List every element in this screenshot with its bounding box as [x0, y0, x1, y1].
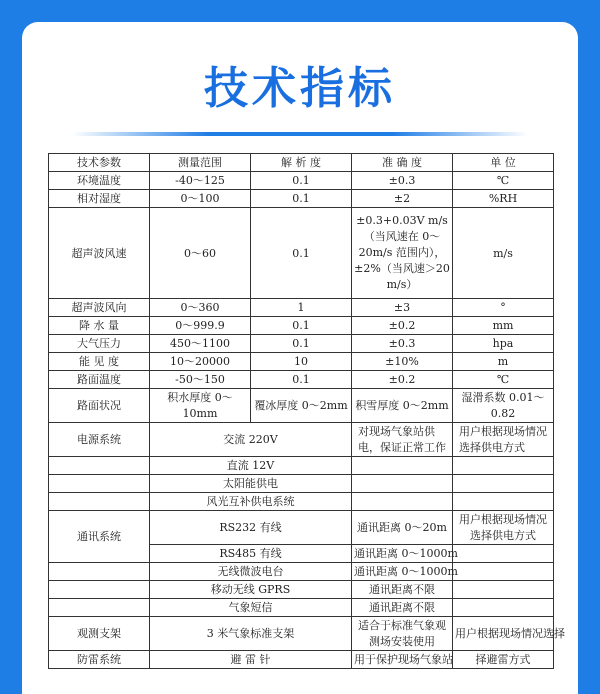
lightning-desc: 用于保护现场气象站: [352, 651, 453, 669]
param-unit: ℃: [453, 172, 554, 190]
table-row: [49, 371, 554, 389]
param-unit: %RH: [453, 190, 554, 208]
empty-cell: [453, 545, 554, 563]
empty-cell: [352, 475, 453, 493]
param-accuracy: ±3: [352, 299, 453, 317]
header-cell: 测量范围: [150, 154, 251, 172]
param-unit: 湿滑系数 0.01～0.82: [453, 389, 554, 423]
comm-item: 气象短信: [150, 599, 352, 617]
power-note: 用户根据现场情况选择供电方式: [453, 423, 554, 457]
mount-label: 观测支架: [49, 617, 150, 651]
comm-row: [49, 563, 554, 581]
param-accuracy: ±0.3: [352, 172, 453, 190]
empty-cell: [49, 599, 150, 617]
comm-range: 通讯距离不限: [352, 599, 453, 617]
table-row: [49, 335, 554, 353]
power-row: [49, 423, 554, 457]
table-row: [49, 389, 554, 423]
power-item: 直流 12V: [150, 457, 352, 475]
header-cell: 技术参数: [49, 154, 150, 172]
comm-item: 移动无线 GPRS: [150, 581, 352, 599]
param-range: 0～100: [150, 190, 251, 208]
lightning-label: 防雷系统: [49, 651, 150, 669]
spec-table: [48, 153, 565, 669]
comm-label: 通讯系统: [49, 511, 150, 563]
table-row: [49, 299, 554, 317]
param-name: 路面温度: [49, 371, 150, 389]
param-name: 超声波风向: [49, 299, 150, 317]
param-accuracy: 积雪厚度 0～2mm: [352, 389, 453, 423]
empty-cell: [49, 457, 150, 475]
table-row: [49, 208, 554, 299]
mount-item: 3 米气象标准支架: [150, 617, 352, 651]
table-row: [49, 317, 554, 335]
lightning-row: [49, 651, 554, 669]
param-resolution: 10: [251, 353, 352, 371]
table-row: [49, 172, 554, 190]
lightning-note: 择避雷方式: [453, 651, 554, 669]
comm-row: [49, 511, 554, 545]
param-range: -50～150: [150, 371, 251, 389]
power-row: [49, 475, 554, 493]
comm-note: 用户根据现场情况选择供电方式: [453, 511, 554, 545]
param-resolution: 1: [251, 299, 352, 317]
mount-row: [49, 617, 554, 651]
empty-cell: [453, 493, 554, 511]
empty-cell: [453, 581, 554, 599]
title-underline: [72, 132, 528, 136]
param-name: 相对湿度: [49, 190, 150, 208]
empty-cell: [453, 475, 554, 493]
param-range: 0～60: [150, 208, 251, 299]
mount-note: 用户根据现场情况选择: [453, 617, 554, 651]
param-unit: m/s: [453, 208, 554, 299]
empty-cell: [453, 457, 554, 475]
param-resolution: 0.1: [251, 208, 352, 299]
empty-cell: [352, 493, 453, 511]
param-unit: hpa: [453, 335, 554, 353]
param-name: 能 见 度: [49, 353, 150, 371]
param-range: 10～20000: [150, 353, 251, 371]
param-range: -40～125: [150, 172, 251, 190]
param-accuracy: ±2: [352, 190, 453, 208]
param-range: 0～999.9: [150, 317, 251, 335]
param-resolution: 0.1: [251, 172, 352, 190]
table-row: [49, 190, 554, 208]
comm-row: [49, 599, 554, 617]
power-item: 交流 220V: [150, 423, 352, 457]
param-resolution: 0.1: [251, 335, 352, 353]
comm-range: 通讯距离 0～1000m: [352, 563, 453, 581]
comm-item: 无线微波电台: [150, 563, 352, 581]
param-accuracy: ±0.3+0.03V m/s（当风速在 0～20m/s 范围内），±2%（当风速＞20 m/s）: [352, 208, 453, 299]
param-accuracy: ±10%: [352, 353, 453, 371]
table-row: [49, 353, 554, 371]
header-cell: 准 确 度: [352, 154, 453, 172]
spec-card: [22, 22, 578, 694]
param-accuracy: ±0.3: [352, 335, 453, 353]
param-name: 路面状况: [49, 389, 150, 423]
empty-cell: [49, 581, 150, 599]
empty-cell: [453, 599, 554, 617]
comm-range: 通讯距离不限: [352, 581, 453, 599]
comm-range: 通讯距离 0～20m: [352, 511, 453, 545]
lightning-item: 避 雷 针: [150, 651, 352, 669]
param-unit: mm: [453, 317, 554, 335]
param-accuracy: ±0.2: [352, 317, 453, 335]
param-unit: °: [453, 299, 554, 317]
param-name: 超声波风速: [49, 208, 150, 299]
param-range: 0～360: [150, 299, 251, 317]
param-resolution: 0.1: [251, 371, 352, 389]
empty-cell: [453, 563, 554, 581]
power-row: [49, 493, 554, 511]
param-resolution: 覆冰厚度 0～2mm: [251, 389, 352, 423]
param-range: 积水厚度 0～10mm: [150, 389, 251, 423]
empty-cell: [49, 563, 150, 581]
comm-range: 通讯距离 0～1000m: [352, 545, 453, 563]
power-row: [49, 457, 554, 475]
header-cell: 单 位: [453, 154, 554, 172]
empty-cell: [49, 475, 150, 493]
param-name: 大气压力: [49, 335, 150, 353]
empty-cell: [49, 493, 150, 511]
power-label: 电源系统: [49, 423, 150, 457]
power-item: 太阳能供电: [150, 475, 352, 493]
param-accuracy: ±0.2: [352, 371, 453, 389]
header-cell: 解 析 度: [251, 154, 352, 172]
comm-row: [49, 581, 554, 599]
empty-cell: [352, 457, 453, 475]
comm-item: RS485 有线: [150, 545, 352, 563]
table-header-row: [49, 154, 554, 172]
param-range: 450～1100: [150, 335, 251, 353]
mount-desc: 适合于标准气象观测场安装使用: [352, 617, 453, 651]
param-resolution: 0.1: [251, 190, 352, 208]
power-item: 风光互补供电系统: [150, 493, 352, 511]
power-ac-note: 对现场气象站供电，保证正常工作: [352, 423, 453, 457]
comm-item: RS232 有线: [150, 511, 352, 545]
page-title: 技术指标: [204, 63, 396, 114]
param-name: 环境温度: [49, 172, 150, 190]
param-unit: ℃: [453, 371, 554, 389]
param-resolution: 0.1: [251, 317, 352, 335]
param-unit: m: [453, 353, 554, 371]
param-name: 降 水 量: [49, 317, 150, 335]
